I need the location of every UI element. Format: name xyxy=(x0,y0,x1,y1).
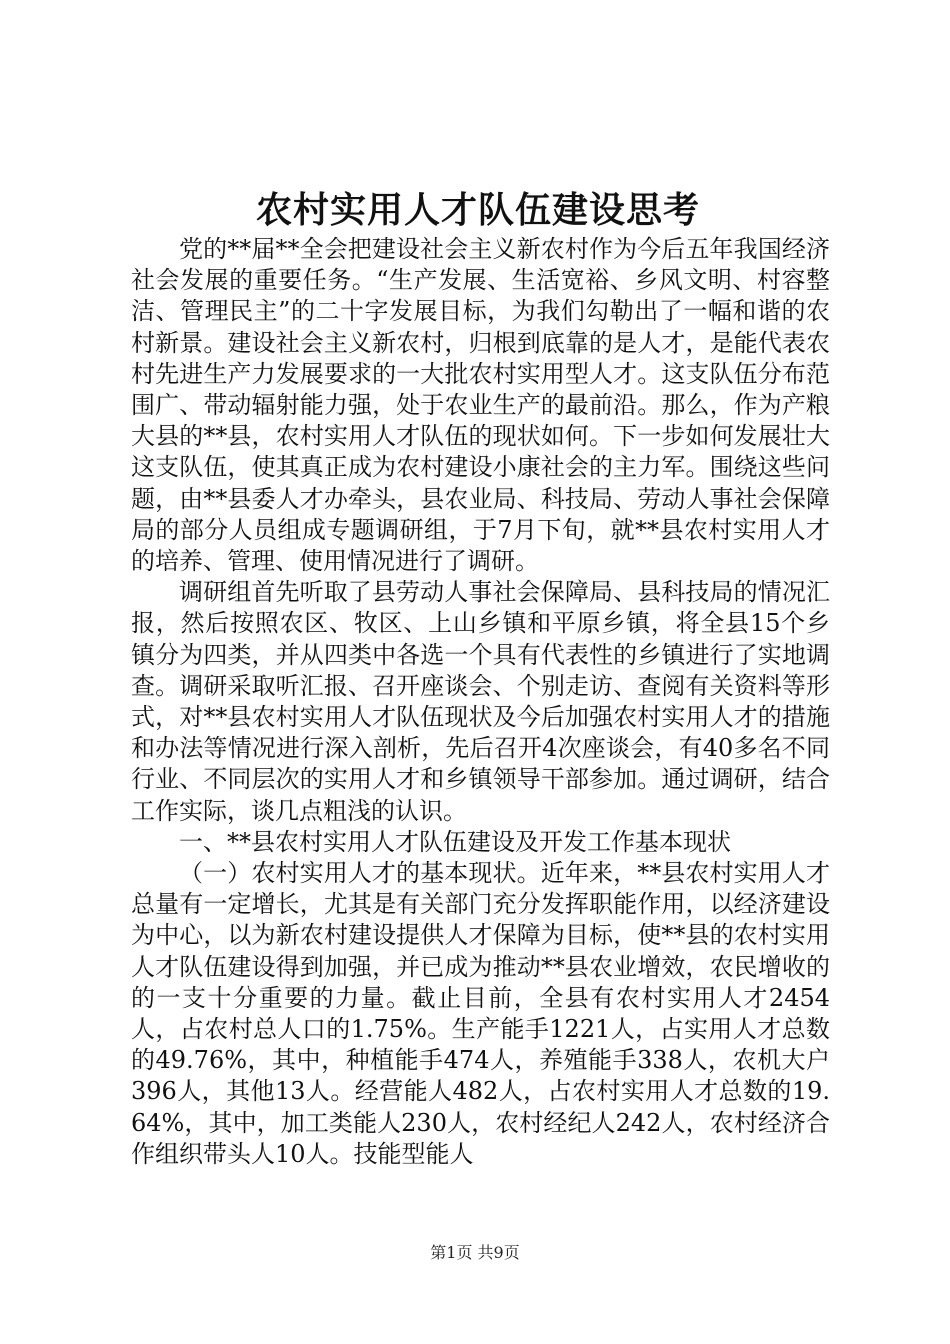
page-number-footer: 第1页 共9页 xyxy=(430,1243,520,1262)
paragraph-method: 调研组首先听取了县劳动人事社会保障局、县科技局的情况汇报，然后按照农区、牧区、上山乡镇和平原乡镇，将全县15个乡镇分为四类，并从四类中各选一个具有代表性的乡镇进行了实地调查。调研采取听汇报、召开座谈会、个别走访、查阅有关资料等形式，对**县农村实用人才队伍现状及今后加强农村实用人才的措施和办法等情况进行深入剖析，先后召开4次座谈会，有40多名不同行业、不同层次的实用人才和乡镇领导干部参加。通过调研，结合工作实际，谈几点粗浅的认识。 xyxy=(131,578,830,825)
document-body xyxy=(131,234,830,1170)
section-heading: 一、**县农村实用人才队伍建设及开发工作基本现状 xyxy=(179,827,731,856)
paragraph-status: （一）农村实用人才的基本现状。近年来，**县农村实用人才总量有一定增长，尤其是有关部门充分发挥职能作用，以经济建设为中心，以为新农村建设提供人才保障为目标，使**县的农村实用人才队伍建设得到加强，并已成为推动**县农业增效，农民增收的的一支十分重要的力量。截止目前，全县有农村实用人才2454人，占农村总人口的1.75%。生产能手1221人，占实用人才总数的49.76%，其中，种植能手474人，养殖能手338人，农机大户396人，其他13人。经营能人482人，占农村实用人才总数的19.64%，其中，加工类能人230人，农村经纪人242人，农村经济合作组织带头人10人。技能型能人 xyxy=(131,859,830,1168)
document-title: 农村实用人才队伍建设思考 xyxy=(255,189,700,231)
paragraph-intro: 党的**届**全会把建设社会主义新农村作为今后五年我国经济社会发展的重要任务。“生产发展、生活宽裕、乡风文明、村容整洁、管理民主”的二十字发展目标，为我们勾勒出了一幅和谐的农村新景。建设社会主义新农村，归根到底靠的是人才，是能代表农村先进生产力发展要求的一大批农村实用型人才。这支队伍分布范围广、带动辐射能力强，处于农业生产的最前沿。那么，作为产粮大县的**县，农村实用人才队伍的现状如何。下一步如何发展壮大这支队伍，使其真正成为农村建设小康社会的主力军。围绕这些问题，由**县委人才办牵头，县农业局、科技局、劳动人事社会保障局的部分人员组成专题调研组，于7月下旬，就**县农村实用人才的培养、管理、使用情况进行了调研。 xyxy=(131,235,830,576)
